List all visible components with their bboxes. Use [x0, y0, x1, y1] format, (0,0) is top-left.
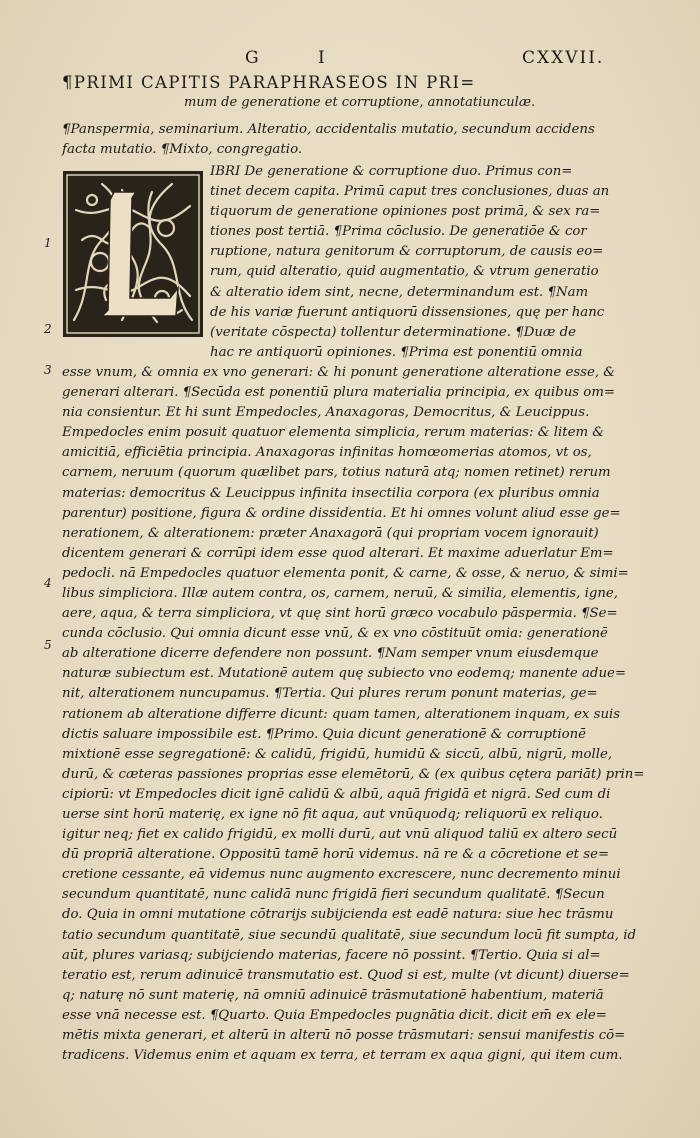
- text-line: tatio secundum quantitatē, siue secundū qualitatē, siue secundum locū fit sumpta, id: [62, 927, 636, 943]
- note-line: ¶Panspermia, seminarium. Alteratio, accidentalis mutatio, secundum accidens: [62, 122, 595, 137]
- text-line: carnem, neruum (quorum quælibet pars, totius naturā atq; nomen retinet) rerum: [62, 465, 611, 481]
- margin-number: 4: [44, 576, 52, 590]
- signature-mark: G: [245, 48, 261, 68]
- signature-number: I: [318, 48, 327, 68]
- annotation-notes: [62, 120, 595, 160]
- text-line: dictis saluare impossibile est. ¶Primo. Quia dicunt generationē & corruptionē: [62, 726, 587, 742]
- text-line: uerse sint horū materię, ex igne nō fit aqua, aut vnūquodq; reliquorū ex reliquo.: [62, 807, 603, 822]
- text-line: de his variæ fuerunt antiquorū dissensiones, quę per hanc: [210, 304, 605, 320]
- text-line: cipiorū: vt Empedocles dicit ignē calidū & albū, aquā frigidā et nigrā. Sed cum di: [62, 786, 611, 802]
- text-line: cretione cessante, eā videmus nunc augmento excrescere, nunc decremento minui: [62, 867, 621, 883]
- text-line: tiones post tertiā. ¶Prima cōclusio. De generatiōe & cor: [210, 224, 587, 240]
- text-line: esse vnā necesse est. ¶Quarto. Quia Empedocles pugnātia dicit. dicit em̄ ex ele=: [62, 1007, 607, 1023]
- text-line: do. Quia in omni mutatione cōtrarijs subijcienda est eadē natura: siue hec trāsmu: [62, 907, 614, 923]
- text-line: durū, & cæteras passiones proprias esse elemētorū, & (ex quibus cętera pariāt) prin=: [62, 766, 645, 782]
- text-line: parentur) positione, figura & ordine dissidentia. Et hi omnes volunt aliud esse ge=: [62, 505, 621, 521]
- text-line: rationem ab alteratione differre dicunt: quam tamen, alterationem inquam, ex suis: [62, 706, 621, 722]
- text-line: pedocli. nā Empedocles quatuor elementa ponit, & carne, & osse, & neruo, & simi=: [62, 565, 629, 581]
- text-line: ruptione, natura genitorum & corruptorum, de causis eo=: [210, 244, 604, 260]
- text-line: libus simpliciora. Illæ autem contra, os, carnem, neruū, & similia, elementis, igne,: [62, 585, 618, 601]
- text-line: aere, aqua, & terra simpliciora, vt quę sint horū græco vocabulo pāspermia. ¶Se=: [62, 606, 618, 622]
- section-title: [62, 73, 582, 113]
- text-line: rum, quid alteratio, quid augmentatio, & vtrum generatio: [210, 264, 599, 280]
- margin-number: 5: [44, 638, 52, 652]
- text-line: & alteratio idem sint, necne, determinandum est. ¶Nam: [210, 284, 589, 300]
- text-line: nia consientur. Et hi sunt Empedocles, Anaxagoras, Democritus, & Leucippus.: [62, 405, 590, 421]
- text-line: tinet decem capita. Primū caput tres conclusiones, duas an: [210, 184, 610, 200]
- text-line: tiquorum de generatione opiniones post primā, & sex ra=: [210, 204, 601, 220]
- text-line: secundum quantitatē, nunc calidā nunc frigidā fieri secundum qualitatē. ¶Secun: [62, 887, 605, 903]
- text-line: materias: democritus & Leucippus infinita insectilia corpora (ex pluribus omnia: [62, 485, 600, 501]
- title-line-1: ¶PRIMI CAPITIS PARAPHRASEOS IN PRI=: [62, 73, 476, 92]
- text-line: nit, alterationem nuncupamus. ¶Tertia. Qui plures rerum ponunt materias, ge=: [62, 686, 598, 702]
- text-line: teratio est, rerum adinuicē transmutatio est. Quod si est, multe (vt dicunt) diuerse=: [62, 967, 630, 983]
- note-line: facta mutatio. ¶Mixto, congregatio.: [62, 142, 303, 157]
- text-line: q; naturę nō sunt materię, nā omniū adinuicē trāsmutationē habentium, materiā: [62, 987, 604, 1003]
- text-line: generari alterari. ¶Secūda est ponentiū plura materialia principia, ex quibus om=: [62, 385, 616, 401]
- text-line: ab alteratione dicerre defendere non possunt. ¶Nam semper vnum eiusdemque: [62, 646, 599, 662]
- running-header: [0, 48, 700, 70]
- text-line: aūt, plures variasq; subijciendo materias, facere nō possint. ¶Tertio. Quia si al=: [62, 947, 601, 963]
- text-line: mixtionē esse segregationē: & calidū, frigidū, humidū & siccū, albū, nigrū, molle,: [62, 746, 613, 762]
- text-line: tradicens. Videmus enim et aquam ex terra, et terram ex aqua gigni, qui item cum.: [62, 1048, 623, 1064]
- text-line: igitur neq; fiet ex calido frigidū, ex molli durū, aut vnū aliquod taliū ex altero secū: [62, 827, 618, 843]
- text-line: esse vnum, & omnia ex vno generari: & hi ponunt generatione alteratione esse, &: [62, 364, 616, 380]
- margin-number: 2: [44, 322, 52, 336]
- text-line: hac re antiquorū opiniones. ¶Prima est ponentiū omnia: [210, 344, 583, 360]
- margin-number: 1: [44, 236, 52, 250]
- text-line: naturæ subiectum est. Mutationē autem quę subiecto vno eodemq; manente adue=: [62, 666, 627, 682]
- text-line: cunda cōclusio. Qui omnia dicunt esse vnū, & ex vno cōstituūt omia: generationē: [62, 626, 608, 642]
- text-line: nerationem, & alterationem: præter Anaxagorā (qui propriam vocem ignorauit): [62, 525, 599, 541]
- text-line: dicentem generari & corrūpi idem esse quod alterari. Et maxime aduerlatur Em=: [62, 545, 614, 561]
- text-line: Empedocles enim posuit quatuor elementa simplicia, rerum materias: & litem &: [62, 425, 605, 441]
- text-line: mētis mixta generari, et alterū in alterū nō posse trāsmutari: sensui manifestis cō=: [62, 1028, 626, 1044]
- text-line: dū propriā alteratione. Oppositū tamē horū videmus. nā re & a cōcretione et se=: [62, 847, 610, 863]
- folio-number: CXXVII.: [522, 48, 605, 68]
- text-line: IBRI De generatione & corruptione duo. Primus con=: [210, 164, 573, 179]
- text-line: (veritate cōspecta) tollentur determinatione. ¶Duæ de: [210, 324, 577, 340]
- initial-letter: L: [132, 266, 134, 267]
- margin-number: 3: [44, 363, 52, 377]
- title-line-2: mum de generatione et corruptione, annotatiunculæ.: [184, 95, 536, 110]
- text-line: amicitiā, efficiētia principia. Anaxagoras infinitas homœomerias atomos, vt os,: [62, 445, 592, 461]
- body-text: [62, 162, 645, 1066]
